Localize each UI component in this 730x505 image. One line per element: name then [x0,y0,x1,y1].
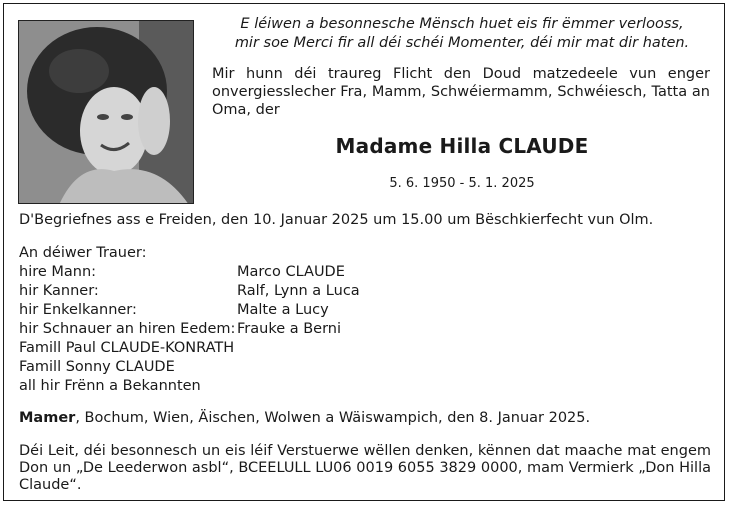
mourner-value: Marco CLAUDE [237,264,345,280]
announcement-intro: Mir hunn déi traureg Flicht den Doud matzedeele vun enger onvergiesslecher Fra, Mamm, Schwéiermamm, Schwéiesch, Tatta an Oma, der [212,66,710,118]
mourner-value: Frauke a Berni [237,321,342,337]
deceased-name: Madame Hilla CLAUDE [335,134,589,158]
mourner-label: hir Schnauer an hiren Eedem: [19,321,236,337]
funeral-info: D'Begriefnes ass e Freiden, den 10. Januar 2025 um 15.00 um Bëschkierfecht vun Olm. [19,212,654,228]
mourner-label: hire Mann: [19,264,97,280]
mourner-label: Famill Sonny CLAUDE [19,359,175,375]
place-rest: , Bochum, Wien, Äischen, Wolwen a Wäiswampich, den 8. Januar 2025. [75,410,591,426]
memorial-quote [212,15,712,53]
mourner-value: Ralf, Lynn a Luca [237,283,360,299]
quote-line-2: mir soe Merci fir all déi schéi Momenter, déi mir mat dir haten. [234,35,690,51]
quote-line-1: E léiwen a besonnesche Mënsch huet eis fir ëmmer verlooss, [240,16,684,32]
mourner-label: hir Kanner: [19,283,99,299]
life-dates: 5. 6. 1950 - 5. 1. 2025 [389,176,535,191]
place-and-date [19,410,590,426]
town-name: Mamer [19,410,76,426]
mourner-label: hir Enkelkanner: [19,302,137,318]
mourner-label: all hir Frënn a Bekannten [19,378,201,394]
mourner-label: Famill Paul CLAUDE-KONRATH [19,340,235,356]
portrait-image [19,21,194,204]
mourner-value: Malte a Lucy [237,302,329,318]
portrait-photo [18,20,194,204]
mourners-heading: An déiwer Trauer: [19,245,147,261]
donation-note: Déi Leit, déi besonnesch un eis léif Verstuerwe wëllen denken, kënnen dat maache mat engem Don un „De Leederwon asbl“, BCEELULL LU06 0019 6055 3829 0000, mam Vermierk „Don Hilla Claude“. [19,443,711,493]
